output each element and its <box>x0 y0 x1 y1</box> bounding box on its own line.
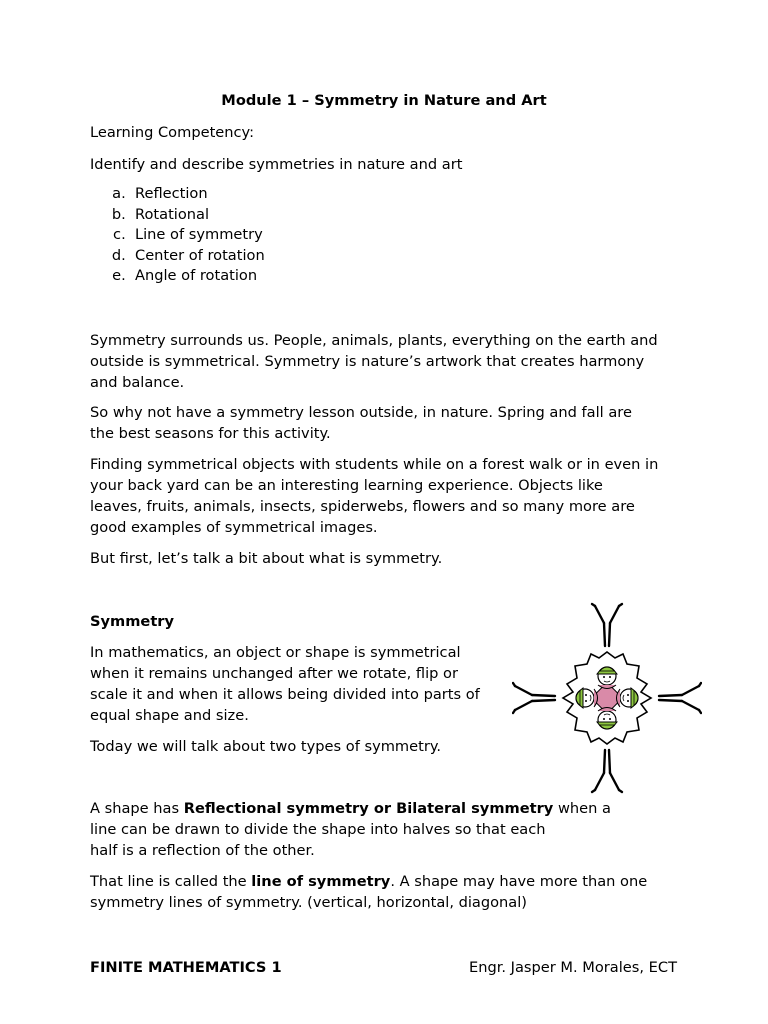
list-item: e. Angle of rotation <box>135 266 265 287</box>
intro-paragraph-1: Symmetry surrounds us. People, animals, plants, everything on the earth and outside is symmetrical. Symmetry is nature’s artwork that creates harmony and balance. <box>90 332 658 391</box>
list-item: c. Line of symmetry <box>135 225 265 246</box>
list-item: b. Rotational <box>135 205 265 226</box>
intro-paragraph-2: So why not have a symmetry lesson outside, in nature. Spring and fall are the best seasons for this activity. <box>90 404 632 442</box>
symmetry-types: Today we will talk about two types of symmetry. <box>90 738 442 755</box>
section-heading-symmetry: Symmetry <box>90 613 175 630</box>
face-icon <box>597 667 617 689</box>
reflection-term: Reflectional symmetry or Bilateral symmetry <box>183 800 554 817</box>
list-item: d. Center of rotation <box>135 246 265 267</box>
stick-figure-arm <box>592 604 622 646</box>
competency-text: Identify and describe symmetries in nature and art <box>90 156 463 173</box>
intro-paragraph-4: But first, let’s talk a bit about what is symmetry. <box>90 550 443 567</box>
page-title: Module 1 – Symmetry in Nature and Art <box>221 92 547 109</box>
competency-list <box>90 184 265 287</box>
footer-course: FINITE MATHEMATICS 1 <box>90 959 282 976</box>
symmetry-definition: In mathematics, an object or shape is symmetrical when it remains unchanged after we rotate, flip or scale it and when it allows being divided into parts of equal shape and size. <box>90 644 480 724</box>
footer-author: Engr. Jasper M. Morales, ECT <box>469 959 677 976</box>
list-item: a. Reflection <box>135 184 265 205</box>
reflection-paragraph: A shape has Reflectional symmetry or Bilateral symmetry when a line can be drawn to divide the shape into halves so that each half is a reflection of the other. <box>90 800 611 859</box>
intro-paragraph-3: Finding symmetrical objects with students while on a forest walk or in even in your back yard can be an interesting learning experience. Objects like leaves, fruits, animals, insects, spiderwebs, flowers and so many more are good examples of symmetrical images. <box>90 456 659 536</box>
competency-label: Learning Competency: <box>90 124 255 141</box>
symmetry-illustration <box>512 600 702 796</box>
line-of-symmetry-term: line of symmetry <box>251 873 391 890</box>
line-of-symmetry-paragraph: That line is called the line of symmetry. A shape may have more than one symmetry lines of symmetry. (vertical, horizontal, diagonal) <box>90 873 648 911</box>
